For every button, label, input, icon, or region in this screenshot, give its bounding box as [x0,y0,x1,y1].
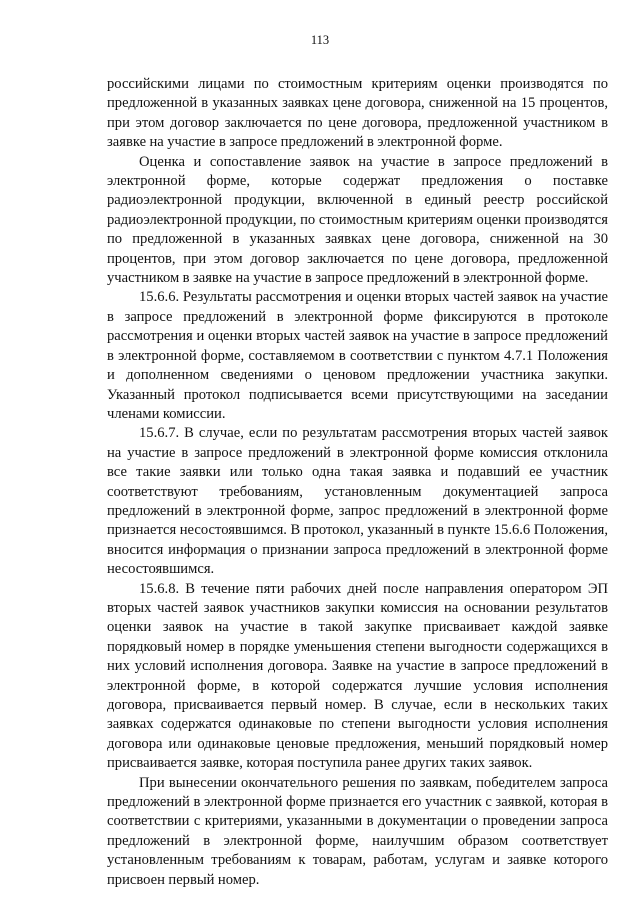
document-body [107,75,608,890]
paragraph-clause-15-6-6: 15.6.6. Результаты рассмотрения и оценки вторых частей заявок на участие в запросе предложений в электронной форме фиксируются в протоколе рассмотрения и оценки вторых частей заявок на участие в запросе предложений в электронной форме, составляемом в соответствии с пунктом 4.7.1 Положения и дополненном сведениями о ценовом предложении участника закупки. Указанный протокол подписывается всеми присутствующими на заседании членами комиссии. [107,289,608,422]
paragraph-clause-15-6-8: 15.6.8. В течение пяти рабочих дней после направления оператором ЭП вторых частей заявок участников закупки комиссия на основании результатов оценки заявок на участие в такой закупке присваивает каждой заявке порядковый номер в порядке уменьшения степени выгодности содержащихся в них условий исполнения договора. Заявке на участие в запросе предложений в электронной форме, в которой содержатся лучшие условия исполнения договора, присваивается первый номер. В случае, если в нескольких таких заявках содержатся одинаковые по степени выгодности условия исполнения договора или одинаковые ценовые предложения, меньший порядковый номер присваивается заявке, которая поступила ранее других таких заявок. [107,580,608,772]
paragraph: российскими лицами по стоимостным критериям оценки производятся по предложенной в указанных заявках цене договора, сниженной на 15 процентов, при этом договор заключается по цене договора, предложенной участником в заявке на участие в запросе предложений в электронной форме. [107,76,608,151]
paragraph: Оценка и сопоставление заявок на участие в запросе предложений в электронной форме, которые содержат предложения о поставке радиоэлектронной продукции, включенной в единый реестр российской радиоэлектронной продукции, по стоимостным критериям оценки производятся по предложенной в указанных заявках цене договора, сниженной на 30 процентов, при этом договор заключается по цене договора, предложенной участником в заявке на участие в запросе предложений в электронной форме. [107,153,608,287]
paragraph-clause-15-6-7: 15.6.7. В случае, если по результатам рассмотрения вторых частей заявок на участие в запросе предложений в электронной форме комиссия отклонила все такие заявки или только одна такая заявка и подавший ее участник соответствуют требованиям, установленным документацией запроса предложений в электронной форме, запрос предложений в электронной форме признается несостоявшимся. В протокол, указанный в пункте 15.6.6 Положения, вносится информация о признании запроса предложений в электронной форме несостоявшимся. [107,425,608,578]
paragraph: При вынесении окончательного решения по заявкам, победителем запроса предложений в электронной форме признается его участник с заявкой, которая в соответствии с критериями, указанными в документации о проведении запроса предложений в электронной форме, наилучшим образом соответствует установленным требованиям к товарам, работам, услугам и заявке которого присвоен первый номер. [107,774,608,888]
page-number: 113 [310,33,330,47]
